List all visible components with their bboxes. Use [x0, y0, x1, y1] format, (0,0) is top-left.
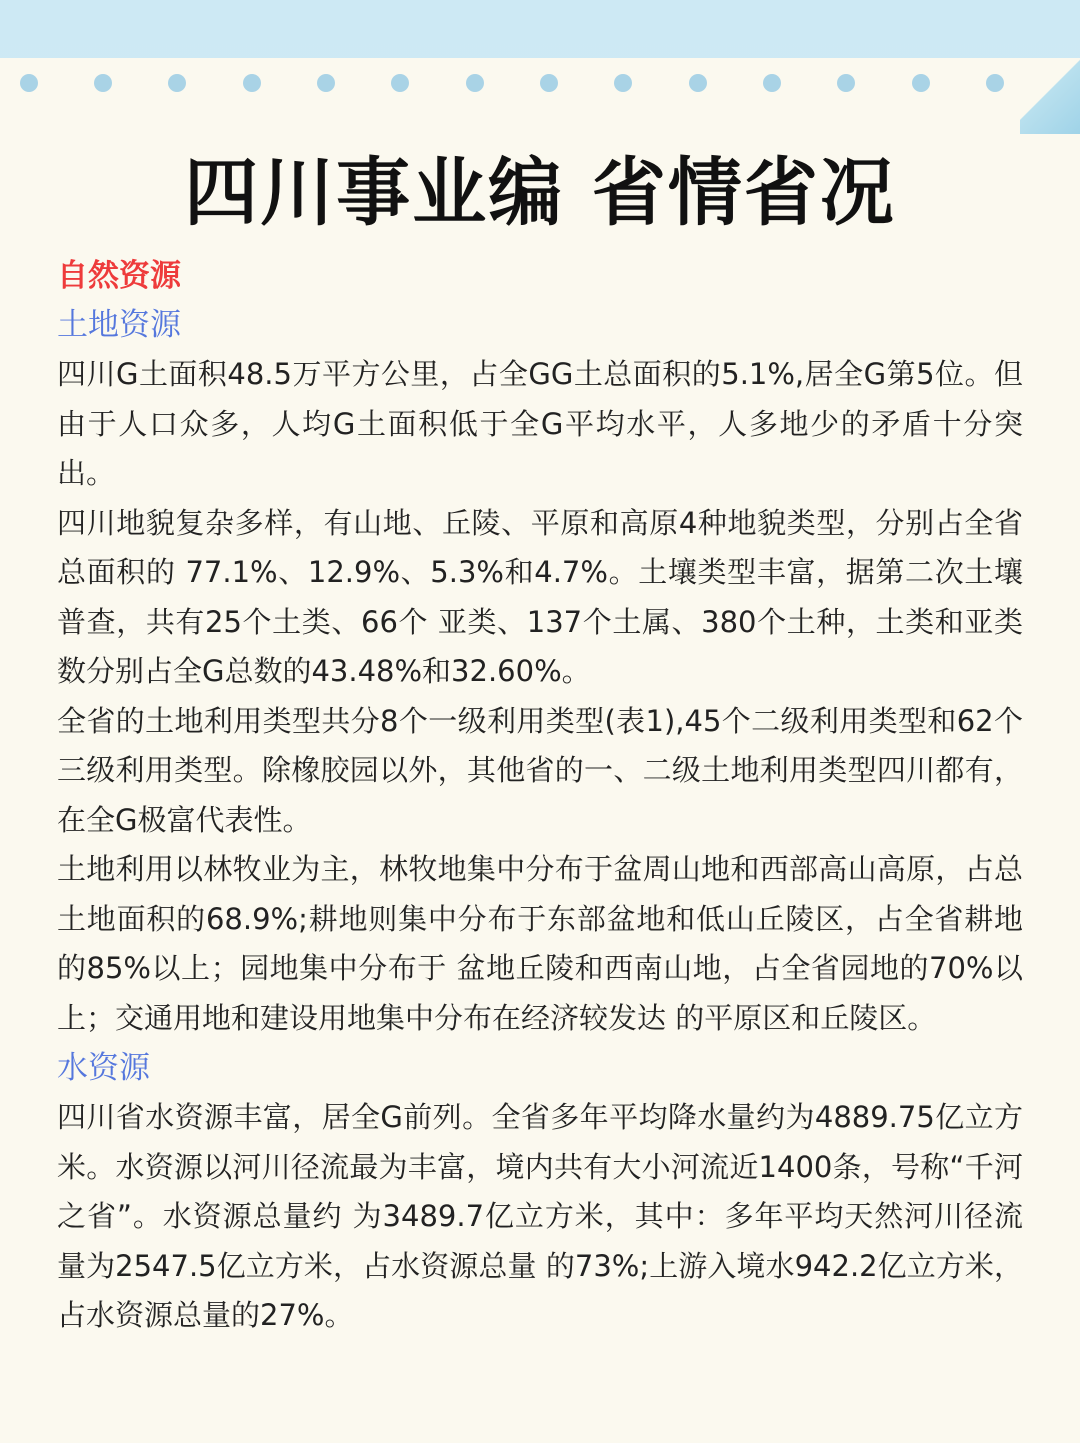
- subsection-heading-water: 水资源: [57, 1050, 150, 1086]
- binder-hole: [912, 74, 930, 92]
- paragraph: 四川地貌复杂多样，有山地、丘陵、平原和高原4种地貌类型，分别占全省总面积的 77.1%、12.9%、5.3%和4.7%。土壤类型丰富，据第二次土壤普查，共有25个土类、66个 亚类、137个土属、380个土种，土类和亚类数分别占全G总数的43.48%和32.60%。: [57, 505, 1023, 688]
- binder-hole: [168, 74, 186, 92]
- binder-hole: [243, 74, 261, 92]
- page-title: 四川事业编 省情省况: [184, 150, 896, 236]
- binder-holes: [0, 74, 1080, 96]
- document-body: [57, 252, 1023, 1341]
- paper-page-curl: [1020, 58, 1080, 134]
- binder-hole: [614, 74, 632, 92]
- binder-hole: [20, 74, 38, 92]
- binder-hole: [540, 74, 558, 92]
- paragraph: 四川省水资源丰富，居全G前列。全省多年平均降水量约为4889.75亿立方米。水资源以河川径流最为丰富，境内共有大小河流近1400条，号称“千河之省”。水资源总量约 为3489.7亿立方米，其中：多年平均天然河川径流量为2547.5亿立方米，占水资源总量 的73%;上游入境水942.2亿立方米，占水资源总量的27%。: [57, 1100, 1023, 1332]
- paragraph: 全省的土地利用类型共分8个一级利用类型(表1),45个二级利用类型和62个三级利用类型。除橡胶园以外，其他省的一、二级土地利用类型四川都有，在全G极富代表性。: [57, 703, 1023, 837]
- binder-hole: [466, 74, 484, 92]
- section-title: 自然资源: [57, 258, 181, 294]
- binder-hole: [317, 74, 335, 92]
- paragraph: 四川G土面积48.5万平方公里，占全GG土总面积的5.1%,居全G第5位。但由于人口众多，人均G土面积低于全G平均水平，人多地少的矛盾十分突出。: [57, 357, 1023, 490]
- binder-hole: [986, 74, 1004, 92]
- binder-hole: [837, 74, 855, 92]
- binder-hole: [391, 74, 409, 92]
- binder-hole: [763, 74, 781, 92]
- binder-hole: [689, 74, 707, 92]
- paragraph: 土地利用以林牧业为主，林牧地集中分布于盆周山地和西部高山高原，占总土地面积的68.9%;耕地则集中分布于东部盆地和低山丘陵区，占全省耕地的85%以上；园地集中分布于 盆地丘陵和西南山地，占全省园地的70%以上；交通用地和建设用地集中分布在经济较发达 的平原区和丘陵区。: [57, 852, 1023, 1035]
- binder-hole: [94, 74, 112, 92]
- subsection-heading-land: 土地资源: [57, 307, 181, 343]
